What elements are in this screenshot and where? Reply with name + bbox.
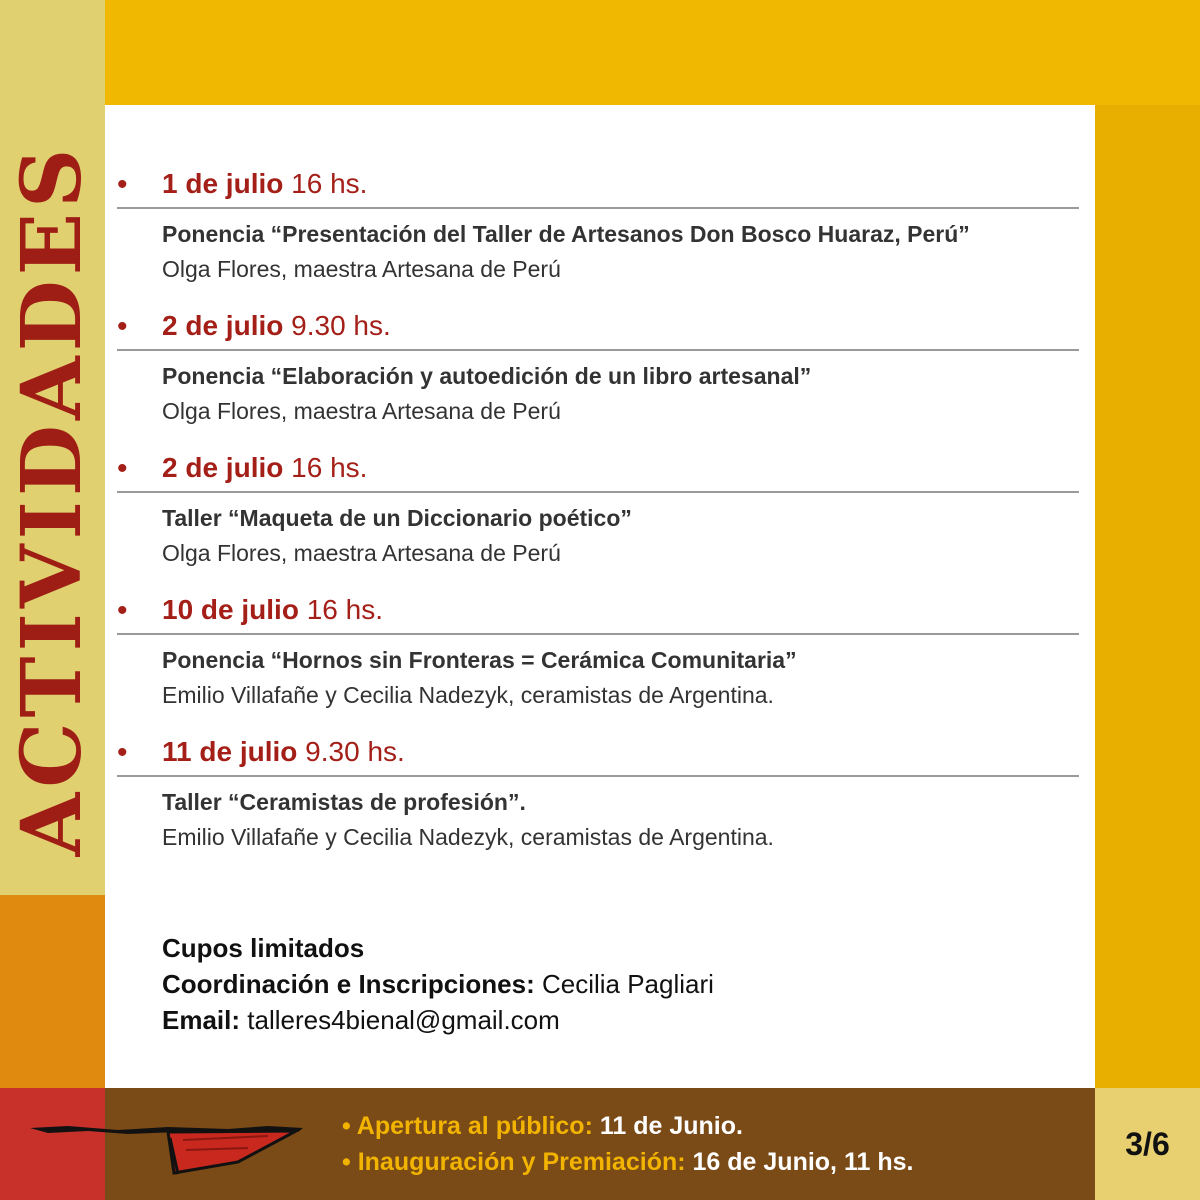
event-title: Taller “Ceramistas de profesión”.	[162, 789, 526, 815]
event-datetime	[162, 591, 383, 629]
bullet-icon: •	[117, 168, 128, 201]
event-title: Taller “Maqueta de un Diccionario poético”	[162, 505, 632, 531]
footer-line-inauguration	[342, 1148, 913, 1177]
email-value[interactable]: talleres4bienal@gmail.com	[247, 1005, 560, 1035]
event-datetime	[162, 307, 391, 345]
event-speaker: Olga Flores, maestra Artesana de Perú	[162, 398, 561, 424]
event-header	[117, 165, 1079, 209]
event-time: 16 hs.	[291, 452, 368, 483]
vertical-title: ACTIVIDADES	[4, 143, 100, 857]
event-datetime	[162, 165, 367, 203]
event-header	[117, 733, 1079, 777]
event-item	[117, 165, 1079, 287]
event-speaker: Emilio Villafañe y Cecilia Nadezyk, ceramistas de Argentina.	[162, 682, 774, 708]
event-time: 9.30 hs.	[291, 310, 391, 341]
event-item	[117, 449, 1079, 571]
event-date: 2 de julio	[162, 310, 284, 341]
contact-block	[162, 930, 714, 1038]
coordination-label: Coordinación e Inscripciones:	[162, 969, 535, 999]
top-band	[105, 0, 1200, 105]
event-title: Ponencia “Hornos sin Fronteras = Cerámica Comunitaria”	[162, 647, 797, 673]
footer-line-opening	[342, 1112, 743, 1141]
email-label: Email:	[162, 1005, 241, 1035]
brush-logo-icon	[28, 1118, 308, 1178]
bullet-icon: •	[117, 736, 128, 769]
event-date: 11 de julio	[162, 736, 298, 767]
event-date: 10 de julio	[162, 594, 299, 625]
bullet-icon: •	[117, 594, 128, 627]
event-title: Ponencia “Presentación del Taller de Artesanos Don Bosco Huaraz, Perú”	[162, 221, 970, 247]
event-title: Ponencia “Elaboración y autoedición de un libro artesanal”	[162, 363, 812, 389]
event-datetime	[162, 449, 367, 487]
event-date: 2 de julio	[162, 452, 284, 483]
inauguration-value: 16 de Junio, 11 hs.	[692, 1148, 914, 1176]
event-header	[117, 307, 1079, 351]
bullet-icon: •	[117, 310, 128, 343]
inauguration-label: • Inauguración y Premiación:	[342, 1148, 686, 1176]
event-item	[117, 591, 1079, 713]
event-time: 16 hs.	[306, 594, 383, 625]
event-speaker: Olga Flores, maestra Artesana de Perú	[162, 540, 561, 566]
side-band-middle	[0, 895, 105, 1088]
event-date: 1 de julio	[162, 168, 284, 199]
event-speaker: Olga Flores, maestra Artesana de Perú	[162, 256, 561, 282]
event-datetime	[162, 733, 405, 771]
event-header	[117, 449, 1079, 493]
bullet-icon: •	[117, 452, 128, 485]
event-header	[117, 591, 1079, 635]
cupos-text: Cupos limitados	[162, 933, 365, 963]
page-indicator: 3/6	[1095, 1088, 1200, 1200]
event-item	[117, 733, 1079, 855]
event-speaker: Emilio Villafañe y Cecilia Nadezyk, ceramistas de Argentina.	[162, 824, 774, 850]
coordination-value: Cecilia Pagliari	[541, 969, 714, 999]
right-band	[1095, 105, 1200, 1088]
event-time: 9.30 hs.	[305, 736, 405, 767]
event-item	[117, 307, 1079, 429]
opening-label: • Apertura al público:	[342, 1112, 593, 1140]
opening-value: 11 de Junio.	[599, 1112, 743, 1140]
event-time: 16 hs.	[291, 168, 368, 199]
